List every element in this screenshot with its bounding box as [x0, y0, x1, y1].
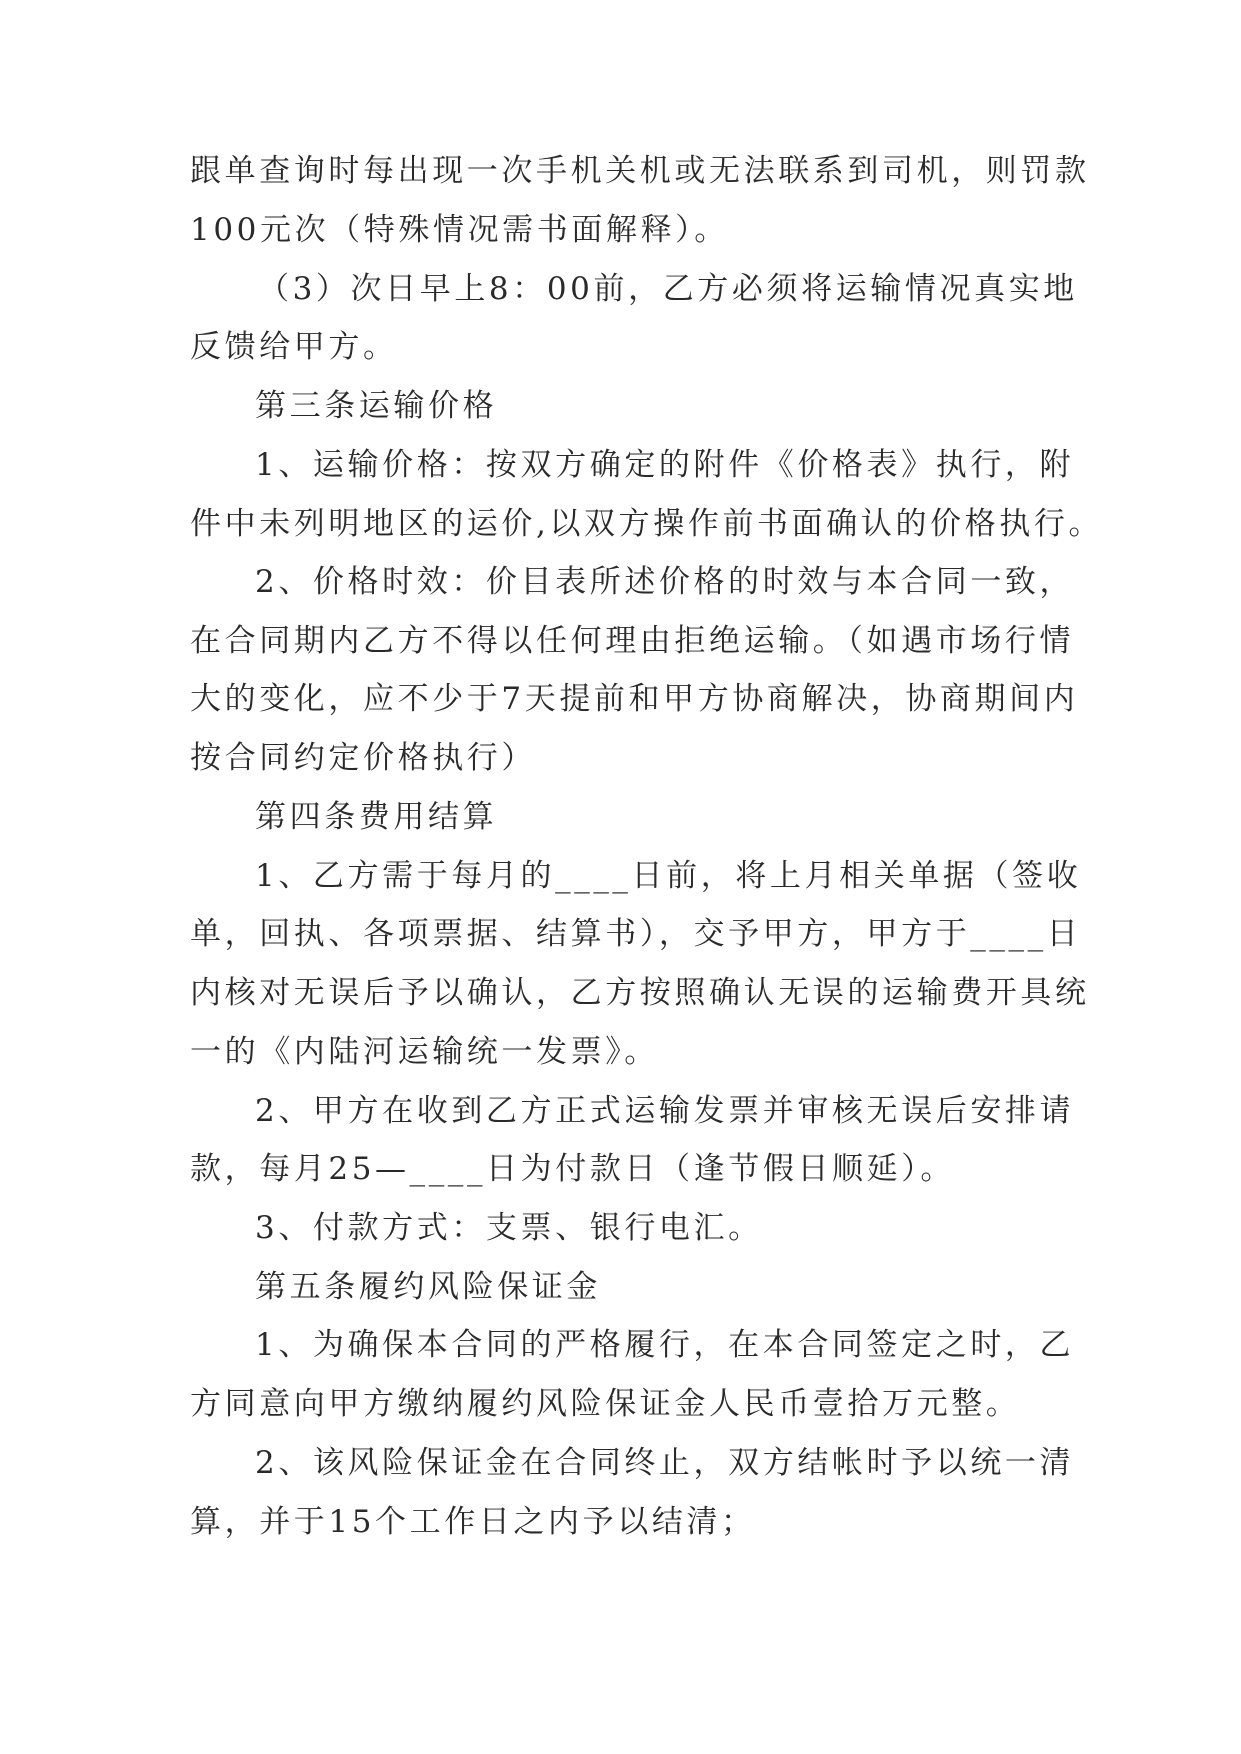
body-text-line: 3、付款方式：支票、银行电汇。 [255, 1210, 763, 1246]
body-text-line: 2、价格时效：价目表所述价格的时效与本合同一致， [255, 564, 1075, 600]
body-text-line: 内核对无误后予以确认，乙方按照确认无误的运输费开具统 [190, 975, 1090, 1011]
body-text-line: 1、运输价格：按双方确定的附件《价格表》执行，附 [255, 447, 1075, 483]
body-text-line: 单，回执、各项票据、结算书），交予甲方，甲方于____日 [190, 916, 1082, 952]
body-text-line: 反馈给甲方。 [190, 329, 398, 365]
section-heading: 第五条履约风险保证金 [255, 1269, 601, 1305]
body-text-line: （3）次日早上8：00前，乙方必须将运输情况真实地 [258, 271, 1078, 307]
body-text-line: 款，每月25—____日为付款日（逢节假日顺延）。 [190, 1151, 955, 1187]
body-text-line: 1、为确保本合同的严格履行，在本合同签定之时，乙 [255, 1327, 1075, 1363]
body-text-line: 一的《内陆河运输统一发票》。 [190, 1034, 659, 1070]
body-text-line: 2、该风险保证金在合同终止，双方结帐时予以统一清 [255, 1445, 1075, 1481]
body-text-line: 大的变化，应不少于7天提前和甲方协商解决，协商期间内 [190, 681, 1079, 717]
body-text-line: 在合同期内乙方不得以任何理由拒绝运输。（如遇市场行情 [190, 623, 1075, 659]
section-heading: 第四条费用结算 [255, 799, 498, 835]
body-text-line: 件中未列明地区的运价,以双方操作前书面确认的价格执行。 [190, 506, 1104, 542]
body-text-line: 跟单查询时每出现一次手机关机或无法联系到司机，则罚款 [190, 153, 1090, 189]
body-text-line: 1、乙方需于每月的____日前，将上月相关单据（签收 [255, 858, 1082, 894]
body-text-line: 2、甲方在收到乙方正式运输发票并审核无误后安排请 [255, 1093, 1075, 1129]
body-text-line: 按合同约定价格执行） [190, 740, 536, 776]
section-heading: 第三条运输价格 [255, 388, 498, 424]
body-text-line: 100元次（特殊情况需书面解释）。 [190, 212, 729, 248]
body-text-line: 方同意向甲方缴纳履约风险保证金人民币壹拾万元整。 [190, 1386, 1021, 1422]
body-text-line: 算，并于15个工作日之内予以结清； [190, 1504, 756, 1540]
